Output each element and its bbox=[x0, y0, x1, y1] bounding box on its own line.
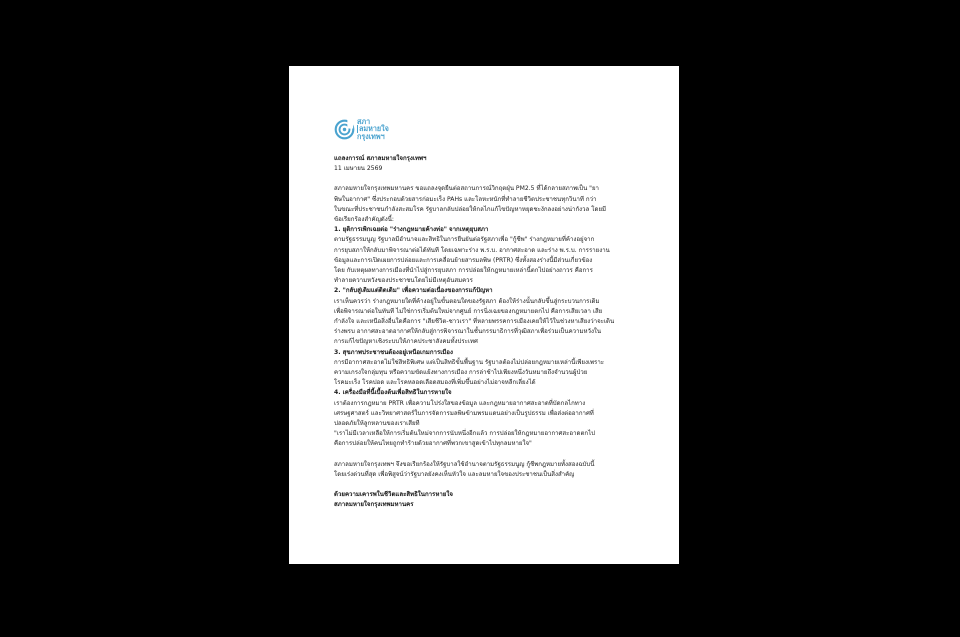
intro-line: ในขณะที่ประชาชนกำลังสะสมโรค รัฐบาลกลับปล่อยให้กลไกแก้ไขปัญหาหยุดชะงักลงอย่างน่ากังวล โดยมี bbox=[334, 205, 607, 213]
section-4-line: คือการปล่อยให้คนไทยถูกทำร้ายด้วยอากาศที่พวกเขาสูดเข้าไปทุกลมหายใจ" bbox=[334, 440, 532, 448]
closing-line: โดยเร่งด่วนที่สุด เพื่อพิสูจน์ว่ารัฐบาลยังคงเห็นหัวใจ และลมหายใจของประชาชนเป็นสิ่งสำคัญ bbox=[334, 470, 575, 478]
signature-line: สภาลมหายใจกรุงเทพมหานคร bbox=[334, 501, 414, 509]
document-body bbox=[334, 154, 636, 511]
section-1-line: การยุบสภาให้กลับมาพิจารณาต่อได้ทันที โดยเฉพาะร่าง พ.ร.บ. อากาศสะอาด และร่าง พ.ร.บ. การรายงาน bbox=[334, 246, 610, 254]
section-2-line: เพื่อพิจารณาต่อในทันที ไม่ใช่การเริ่มต้นใหม่จากศูนย์ การนิ่งเฉยของกฎหมายตกไป คือการเสียเวลา เสีย bbox=[334, 307, 603, 315]
section-2-line: การแก้ไขปัญหาเชิงระบบให้ภาคประชาสังคมทั้งประเทศ bbox=[334, 338, 478, 346]
section-2-line: ร่างพรบ อากาศสะอาดอากาศให้กลับสู่การพิจารณาในชั้นกรรมาธิการที่วุฒิสภาเพื่อร่วมเป็นความหวังใน bbox=[334, 328, 602, 336]
section-4-heading: 4. เครื่องมือที่นี้เบื้องต้นเพื่อสิทธิในการหายใจ bbox=[334, 389, 452, 397]
section-1-line: ข้อมูลและการเปิดเผยการปล่อยและการเคลื่อนย้ายสารมลพิษ (PRTR) ซึ่งทั้งสองร่างนี้มีส่วนเกี่ยวข้อง bbox=[334, 256, 593, 264]
section-3-heading: 3. สุขภาพประชาชนต้องอยู่เหนือเกมการเมือง bbox=[334, 348, 453, 356]
intro-line: ข้อเรียกร้องสำคัญดังนี้: bbox=[334, 216, 394, 224]
document-title: แถลงการณ์ สภาลมหายใจกรุงเทพฯ bbox=[334, 155, 427, 162]
section-1-line: ตามรัฐธรรมนูญ รัฐบาลมีอำนาจและสิทธิในการยืนยันต่อรัฐสภาเพื่อ "กู้ชีพ" ร่างกฎหมายที่ค้างอยู่จาก bbox=[334, 236, 595, 244]
section-3-line: โรคมะเร็ง โรคปอด และโรคหลอดเลือดสมองที่เพิ่มขึ้นอย่างไม่อาจหลีกเลี่ยงได้ bbox=[334, 379, 536, 387]
swirl-logo-icon bbox=[334, 119, 355, 140]
section-4-line: ปลอดภัยให้ลูกหลานของเราเสียที bbox=[334, 420, 420, 428]
logo-line-1: สภา bbox=[357, 116, 371, 126]
section-4-line: "เราไม่มีเวลาเหลือให้การเริ่มต้นใหม่จากการนับหนึ่งอีกแล้ว การปล่อยให้กฎหมายอากาศสะอาดตกไป bbox=[334, 430, 596, 438]
closing-line: สภาลมหายใจกรุงเทพฯ จึงขอเรียกร้องให้รัฐบาลใช้อำนาจตามรัฐธรรมนูญ กู้ชีพกฎหมายทั้งสองฉบับนี้ bbox=[334, 460, 595, 468]
document-page bbox=[289, 66, 679, 564]
section-4-line: เศรษฐศาสตร์ และวิทยาศาสตร์ในการจัดการมลพิษข้ามพรมแดนอย่างเป็นรูปธรรม เพื่อส่งต่ออากาศที่ bbox=[334, 409, 594, 417]
section-3-line: การมีอากาศสะอาดไม่ใช่สิทธิพิเศษ แต่เป็นสิทธิขั้นพื้นฐาน รัฐบาลต้องไม่ปล่อยกฎหมายเหล่านี้เพียงเพราะ bbox=[334, 358, 605, 366]
logo-wordmark bbox=[357, 118, 389, 140]
section-1-line: โดย กับเหตุผลทางการเมืองที่นำไปสู่การยุบสภา การปล่อยให้กฎหมายเหล่านี้ตกไปอย่างถาวร คือการ bbox=[334, 267, 593, 275]
section-2-heading: 2. "กลับสู่เดิมแต่ติดเดิม" เพื่อความต่อเนื่องของการแก้ปัญหา bbox=[334, 287, 493, 295]
section-1-heading: 1. ยุติการเพิกเฉยต่อ "ร่างกฎหมายค้างท่อ" จากเหตุยุบสภา bbox=[334, 226, 489, 234]
section-2-line: กำลังใจ และเหนือสิ่งอื่นใดคือการ "เสียชีวิต-ชาวเรา" ที่หลายพรรคการเมืองเคยให้ไว้ในช่วงหาเสียงว่าจะเดิน bbox=[334, 318, 615, 326]
section-3-line: ความเกรงใจกลุ่มทุน หรือความขัดแย้งทางการเมือง การล่าช้าไปเพียงหนึ่งวันหมายถึงจำนวนผู้ป่วย bbox=[334, 369, 588, 377]
intro-line: สภาลมหายใจกรุงเทพมหานคร ขอแถลงจุดยืนต่อสถานการณ์วิกฤตฝุ่น PM2.5 ที่ได้กลายสภาพเป็น "ยา bbox=[334, 185, 599, 193]
intro-line: พิษในอากาศ" ซึ่งประกอบด้วยสารก่อมะเร็ง PAHs และโลหะหนักที่ทำลายชีวิตประชาชนทุกวินาที กว่า bbox=[334, 195, 597, 203]
logo-line-2: ลมหายใจ bbox=[359, 124, 389, 134]
logo bbox=[334, 114, 635, 144]
document-date: 11 เมษายน 2569 bbox=[334, 165, 383, 173]
section-4-line: เราต้องการกฎหมาย PRTR เพื่อความโปร่งใสของข้อมูล และกฎหมายอากาศสะอาดที่บัดกลไกทาง bbox=[334, 399, 586, 407]
section-1-line: ทำลายความหวังของประชาชนโดยไม่มีเหตุอันสมควร bbox=[334, 277, 473, 285]
logo-line-3: กรุงเทพฯ bbox=[357, 131, 385, 141]
section-2-line: เราเห็นควรว่า ร่างกฎหมายใดที่ค้างอยู่ในขั้นตอนใดของรัฐสภา ต้องให้ร่างนั้นกลับขึ้นสู่กระบวนการเดิม bbox=[334, 297, 600, 305]
signature-line: ด้วยความเคารพในชีวิตและสิทธิในการหายใจ bbox=[334, 491, 453, 499]
